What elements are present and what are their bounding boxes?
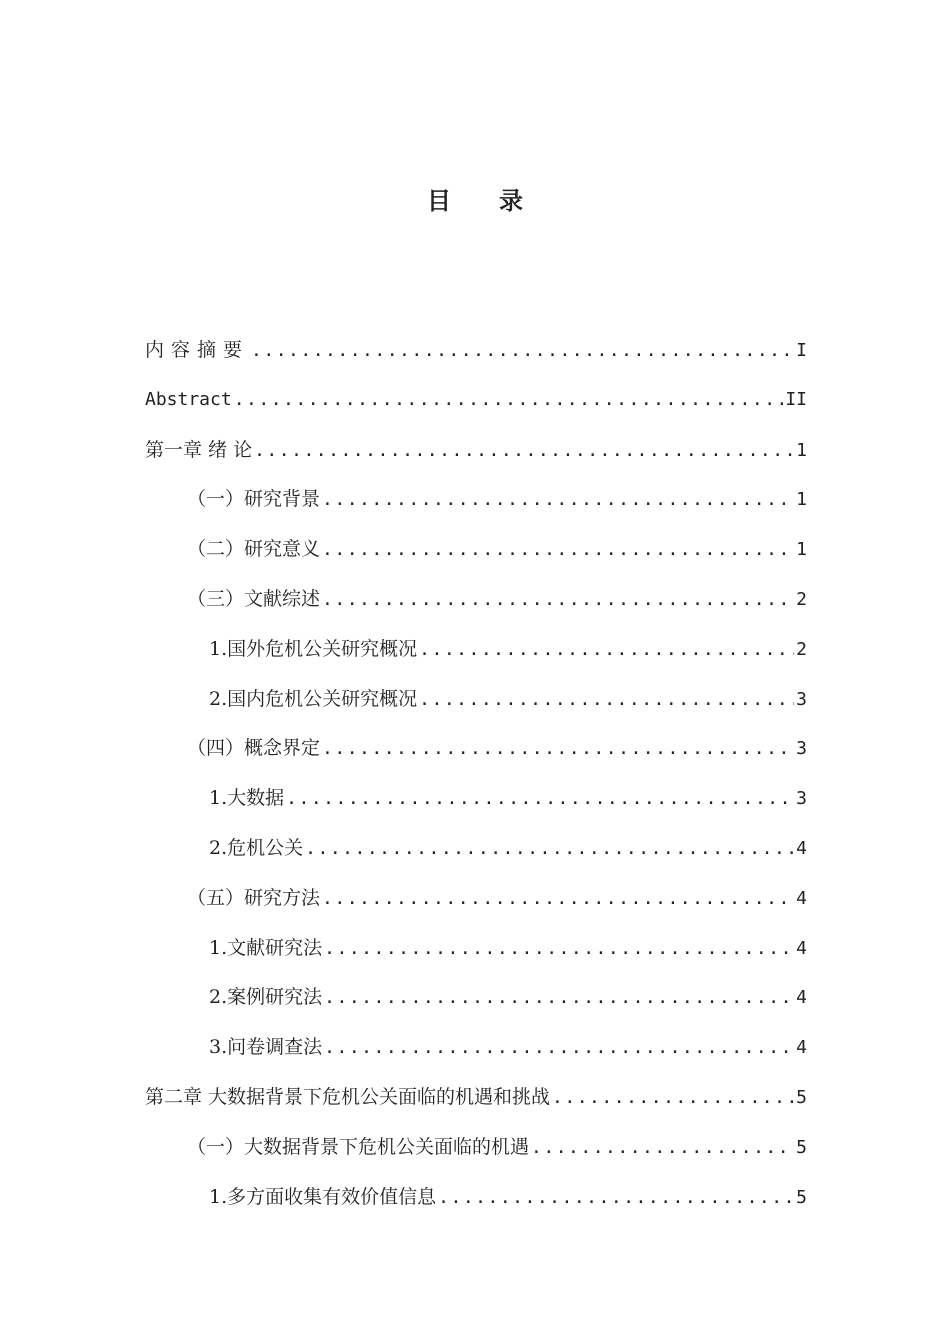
toc-page-number: 4 (796, 937, 807, 959)
toc-entry[interactable] (145, 885, 807, 935)
toc-entry-title: 内容摘要 (145, 339, 250, 361)
toc-entry-title: 2.危机公关 (209, 836, 304, 859)
toc-entry[interactable] (145, 536, 807, 586)
toc-dot-leader (324, 1035, 794, 1061)
toc-page-number: 3 (796, 788, 807, 810)
toc-entry-title: 2.案例研究法 (209, 986, 323, 1009)
toc-entry[interactable] (145, 387, 807, 437)
toc-entry[interactable] (145, 1084, 807, 1134)
toc-page-number: II (785, 388, 807, 410)
toc-entry-title: 3.问卷调查法 (209, 1036, 323, 1059)
toc-entry-title: Abstract (145, 388, 232, 410)
toc-page-number: 4 (796, 987, 807, 1009)
page-title: 目录 (427, 187, 571, 215)
toc-dot-leader (324, 936, 794, 962)
toc-page-number: I (796, 340, 807, 361)
toc-entry[interactable] (145, 984, 807, 1034)
toc-entry[interactable] (145, 835, 807, 885)
toc-dot-leader (305, 836, 794, 862)
toc-dot-leader (254, 438, 794, 464)
toc-page-number: 5 (796, 1136, 807, 1158)
table-of-contents (145, 337, 807, 1233)
toc-entry[interactable] (145, 735, 807, 785)
toc-entry[interactable] (145, 437, 807, 487)
toc-entry-title: （一）研究背景 (187, 488, 321, 511)
toc-entry-title: （五）研究方法 (187, 886, 321, 909)
toc-dot-leader (322, 886, 794, 912)
toc-dot-leader (419, 637, 794, 663)
toc-entry-title: （三）文献综述 (187, 587, 321, 610)
toc-entry-title: 第一章 绪 论 (145, 438, 253, 461)
toc-entry-title: 第二章 大数据背景下危机公关面临的机遇和挑战 (145, 1085, 551, 1108)
toc-entry-title: （二）研究意义 (187, 538, 321, 561)
toc-dot-leader (531, 1135, 794, 1161)
toc-dot-leader (419, 687, 794, 713)
toc-entry[interactable] (145, 935, 807, 985)
toc-page-number: 1 (796, 439, 807, 461)
toc-page-number: 5 (796, 1186, 807, 1208)
toc-page-number: 4 (796, 837, 807, 859)
toc-page-number: 2 (796, 638, 807, 660)
toc-page-number: 2 (796, 588, 807, 610)
toc-entry[interactable] (145, 586, 807, 636)
toc-page-number: 4 (796, 1037, 807, 1059)
toc-page-number: 4 (796, 887, 807, 909)
toc-dot-leader (322, 537, 794, 563)
toc-entry[interactable] (145, 1134, 807, 1184)
toc-dot-leader (322, 587, 794, 613)
toc-page-number: 3 (796, 738, 807, 760)
toc-entry-title: 2.国内危机公关研究概况 (209, 687, 418, 710)
toc-entry-title: 1.大数据 (209, 787, 285, 810)
toc-entry-title: 1.文献研究法 (209, 936, 323, 959)
toc-dot-leader (251, 338, 794, 364)
toc-dot-leader (322, 487, 794, 513)
toc-entry[interactable] (145, 337, 807, 387)
toc-dot-leader (438, 1185, 794, 1211)
toc-entry-title: （四）概念界定 (187, 737, 321, 760)
toc-dot-leader (234, 387, 784, 413)
toc-dot-leader (552, 1085, 794, 1111)
toc-entry[interactable] (145, 785, 807, 835)
toc-entry[interactable] (145, 686, 807, 736)
toc-page-number: 5 (796, 1086, 807, 1108)
toc-dot-leader (324, 985, 794, 1011)
toc-page-number: 3 (796, 688, 807, 710)
toc-entry[interactable] (145, 1034, 807, 1084)
toc-entry-title: 1.多方面收集有效价值信息 (209, 1185, 437, 1208)
toc-entry-title: （一）大数据背景下危机公关面临的机遇 (187, 1135, 530, 1158)
toc-dot-leader (286, 786, 794, 812)
toc-page-number: 1 (796, 489, 807, 511)
toc-page-number: 1 (796, 539, 807, 561)
toc-entry[interactable] (145, 636, 807, 686)
toc-entry[interactable] (145, 1184, 807, 1234)
toc-entry-title: 1.国外危机公关研究概况 (209, 637, 418, 660)
toc-entry[interactable] (145, 486, 807, 536)
toc-dot-leader (322, 736, 794, 762)
